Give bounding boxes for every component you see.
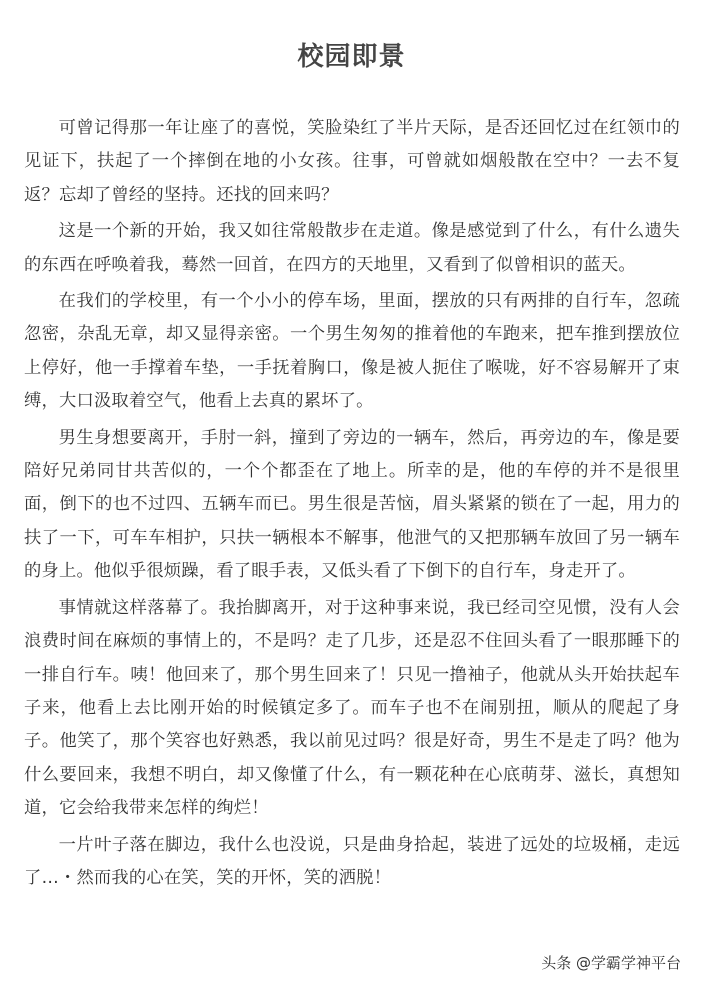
paragraph-1: 可曾记得那一年让座了的喜悦，笑脸染红了半片天际，是否还回忆过在红领巾的见证下，扶起了一个摔倒在地的小女孩。往事，可曾就如烟般散在空中？一去不复返？忘却了曾经的坚持。还找的回来吗？	[24, 118, 680, 205]
paragraph-5: 事情就这样落幕了。我抬脚离开，对于这种事来说，我已经司空见惯，没有人会浪费时间在麻烦的事情上的，不是吗？走了几步，还是忍不住回头看了一眼那睡下的一排自行车。咦！他回来了，那个男生回来了！只见一撸袖子，他就从头开始扶起车子来，他看上去比刚开始的时候镇定多了。而车子也不在闹别扭，顺从的爬起了身子。他笑了，那个笑容也好熟悉，我以前见过吗？很是好奇，男生不是走了吗？他为什么要回来，我想不明白，却又像懂了什么，有一颗花种在心底萌芽、滋长，真想知道，它会给我带来怎样的绚烂！	[24, 597, 680, 819]
paragraph-6: 一片叶子落在脚边，我什么也没说，只是曲身拾起，装进了远处的垃圾桶，走远了…・然而我的心在笑，笑的开怀，笑的洒脱！	[24, 834, 680, 888]
paragraph-3: 在我们的学校里，有一个小小的停车场，里面，摆放的只有两排的自行车，忽疏忽密，杂乱无章，却又显得亲密。一个男生匆匆的推着他的车跑来，把车推到摆放位上停好，他一手撑着车垫，一手抚着胸口，像是被人扼住了喉咙，好不容易解开了束缚，大口汲取着空气，他看上去真的累坏了。	[24, 291, 680, 412]
paragraph-4: 男生身想要离开，手肘一斜，撞到了旁边的一辆车，然后，再旁边的车，像是要陪好兄弟同甘共苦似的，一个个都歪在了地上。所幸的是，他的车停的并不是很里面，倒下的也不过四、五辆车而已。男生很是苦恼，眉头紧紧的锁在了一起，用力的扶了一下，可车车相护，只扶一辆根本不解事，他泄气的又把那辆车放回了另一辆车的身上。他似乎很烦躁，看了眼手表，又低头看了下倒下的自行车，身走开了。	[24, 427, 680, 582]
article-body	[24, 112, 680, 898]
paragraph-2: 这是一个新的开始，我又如往常般散步在走道。像是感觉到了什么，有什么遗失的东西在呼唤着我，蓦然一回首，在四方的天地里，又看到了似曾相识的蓝天。	[24, 221, 680, 275]
article-title: 校园即景	[297, 42, 406, 72]
toutiao-watermark	[533, 948, 689, 977]
watermark-text: 头条 @学霸学神平台	[541, 954, 681, 972]
